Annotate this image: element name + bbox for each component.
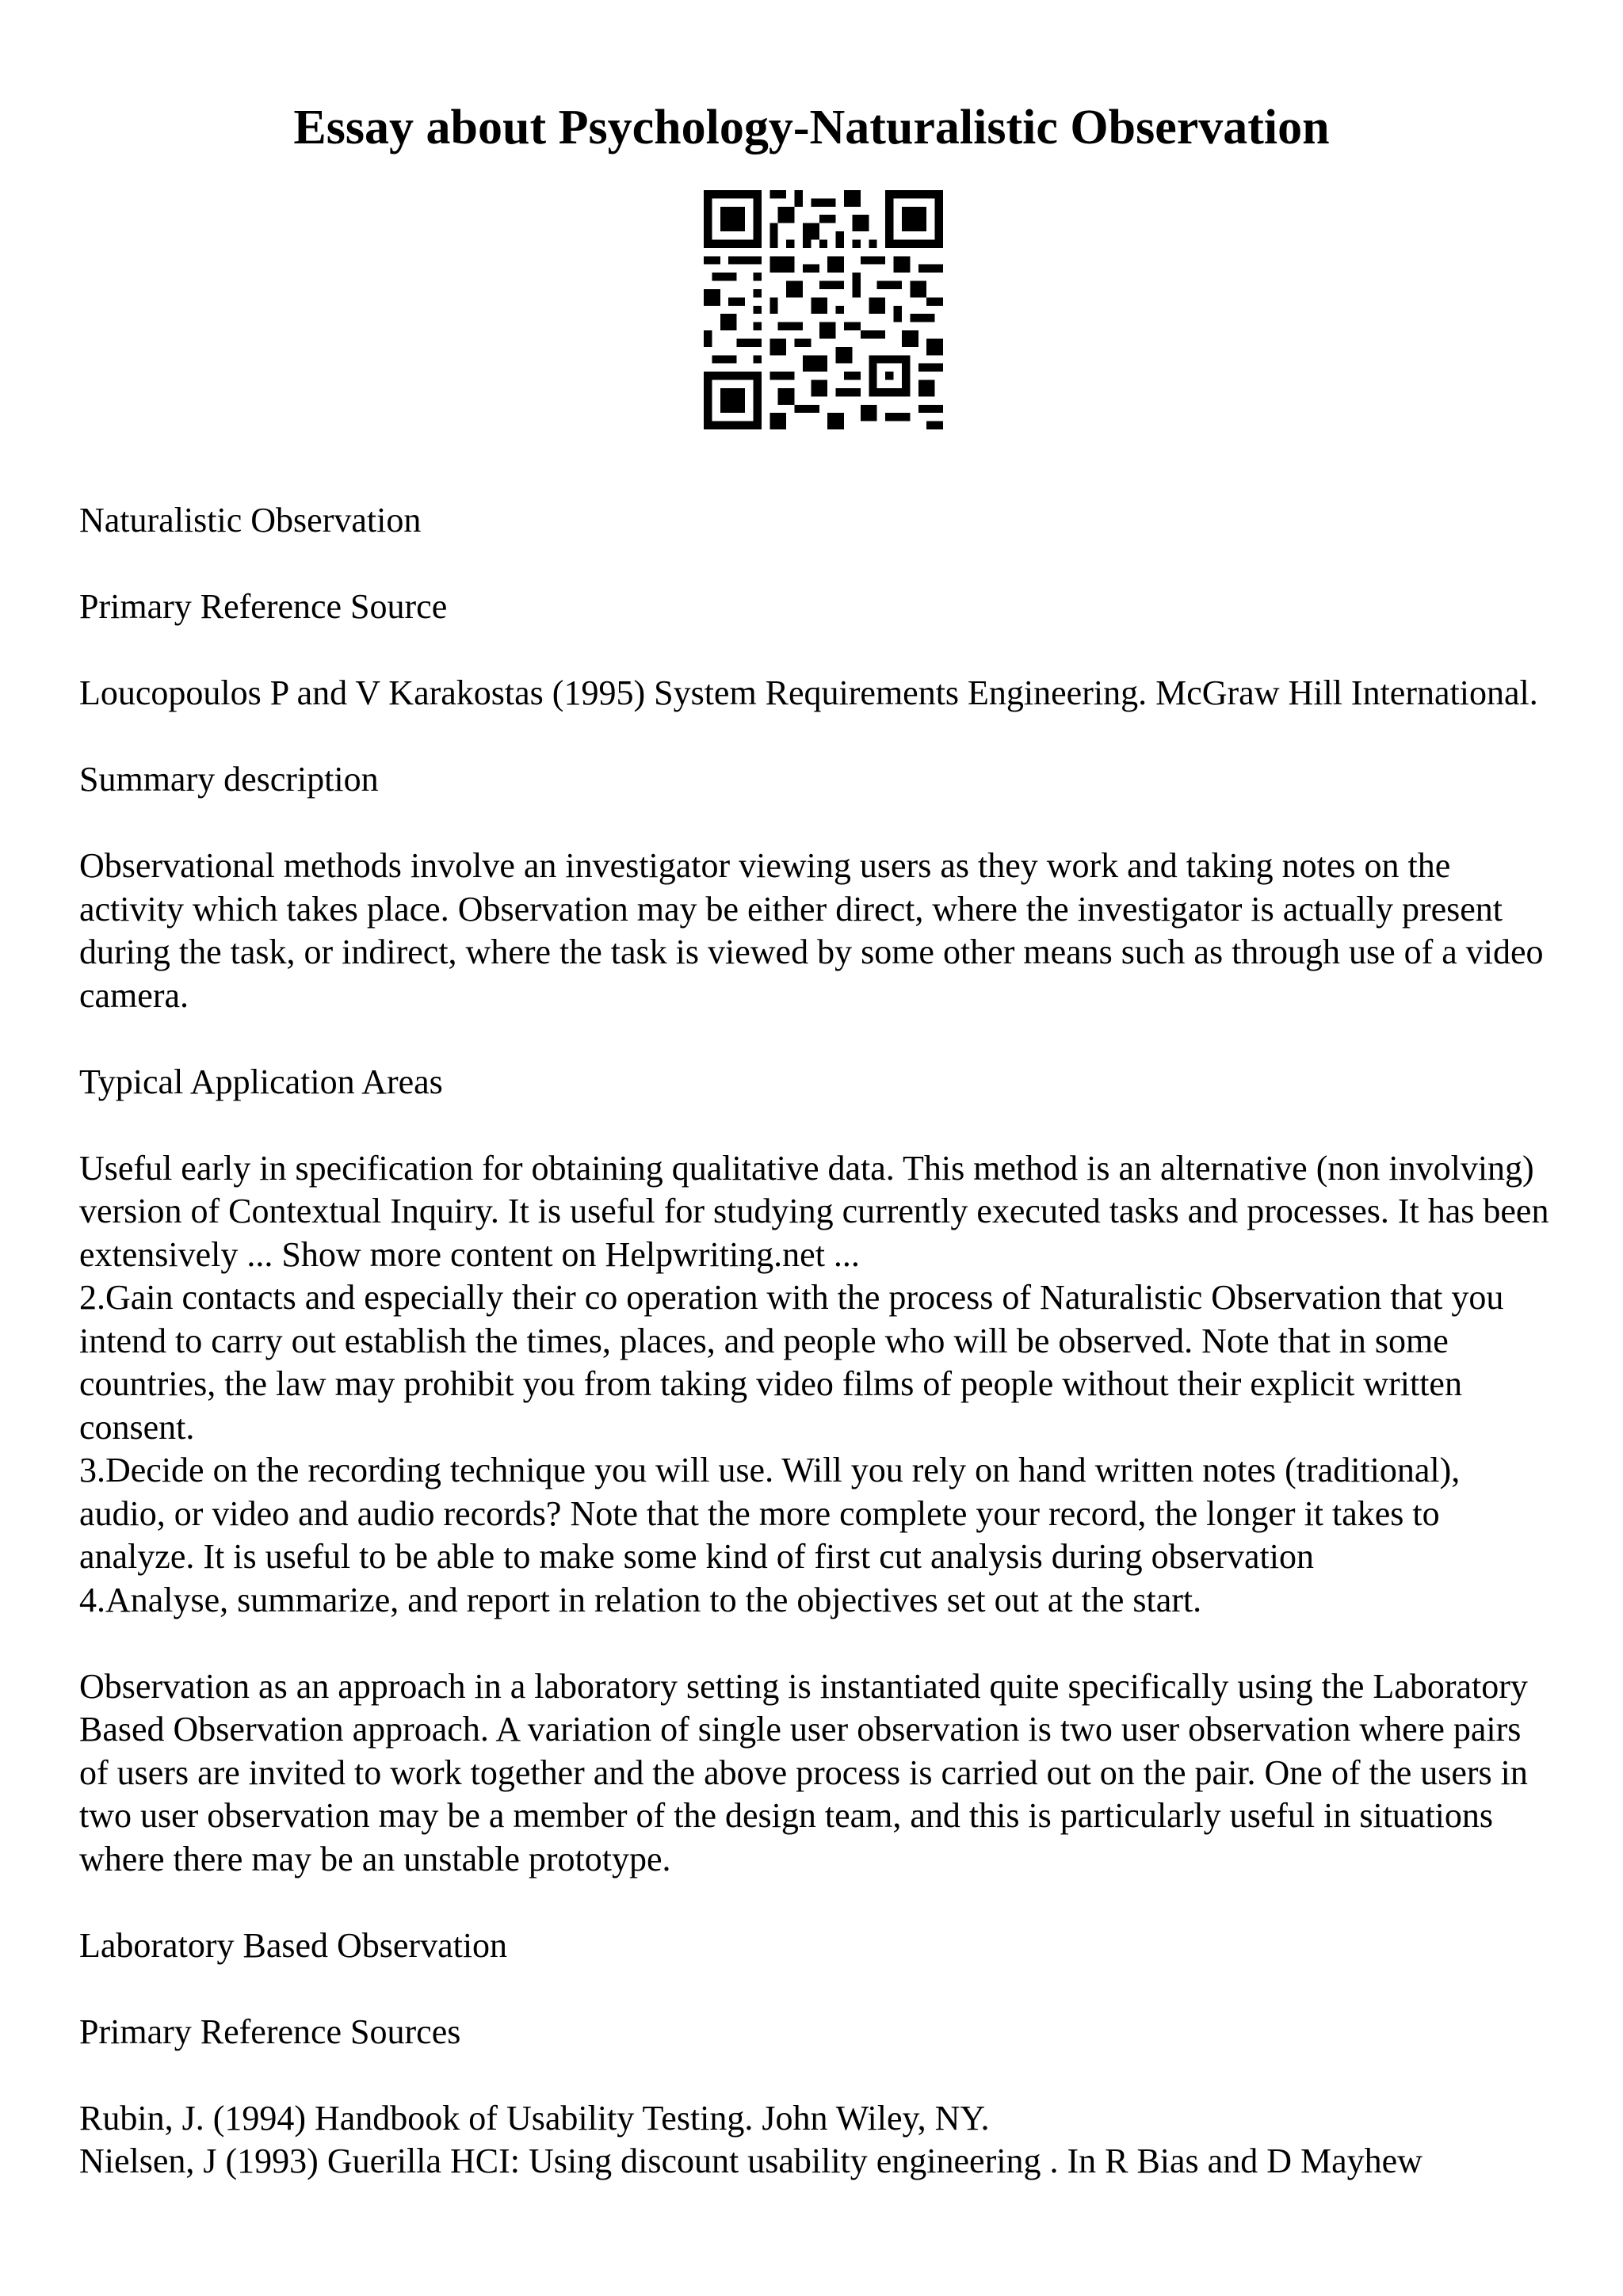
section-heading: Summary description [79,760,379,799]
body-paragraph: Observational methods involve an investigator viewing users as they work and taking notes on the activity which takes place. Observation may be either direct, where the investigator is actually present during the task, or indirect, where the task is viewed by some other means such as through use of a video camera. [79,846,1544,1015]
list-item: 4.Analyse, summarize, and report in relation to the objectives set out at the start. [79,1580,1202,1619]
section-heading: Typical Application Areas [79,1062,443,1101]
list-item: 2.Gain contacts and especially their co operation with the process of Naturalistic Observation that you intend to carry out establish the times, places, and people who will be observed. Note that in some countries, the law may prohibit you from taking video films of people without their explicit written consent. [79,1278,1504,1447]
body-paragraph: Observation as an approach in a laboratory setting is instantiated quite specifically using the Laboratory Based Observation approach. A variation of single user observation is two user observation where pairs of users are invited to work together and the above process is carried out on the pair. One of the users in two user observation may be a member of the design team, and this is particularly useful in situations where there may be an unstable prototype. [79,1666,1528,1878]
section-heading: Primary Reference Source [79,587,448,626]
reference-entry: Rubin, J. (1994) Handbook of Usability Testing. John Wiley, NY. [79,2098,990,2138]
section-heading: Primary Reference Sources [79,2012,461,2051]
document-title: Essay about Psychology-Naturalistic Observation [293,101,1330,154]
section-heading: Naturalistic Observation [79,501,422,540]
section-heading: Laboratory Based Observation [79,1925,508,1965]
body-paragraph: Useful early in specification for obtaining qualitative data. This method is an alternative (non involving) version of Contextual Inquiry. It is useful for studying currently executed tasks and processes. It has been extensively ... Show more content on Helpwriting.net ... [79,1148,1549,1274]
qr-code-icon [704,190,943,429]
list-item: 3.Decide on the recording technique you will use. Will you rely on hand written notes (traditional), audio, or video and audio records? Note that the more complete your record, the longer it takes to analyze. It is useful to be able to make some kind of first cut analysis during observation [79,1451,1461,1576]
reference-entry: Loucopoulos P and V Karakostas (1995) System Requirements Engineering. McGraw Hill International. [79,673,1538,712]
document-body [79,499,1553,2183]
reference-entry: Nielsen, J (1993) Guerilla HCI: Using discount usability engineering . In R Bias and D Mayhew [79,2142,1423,2180]
